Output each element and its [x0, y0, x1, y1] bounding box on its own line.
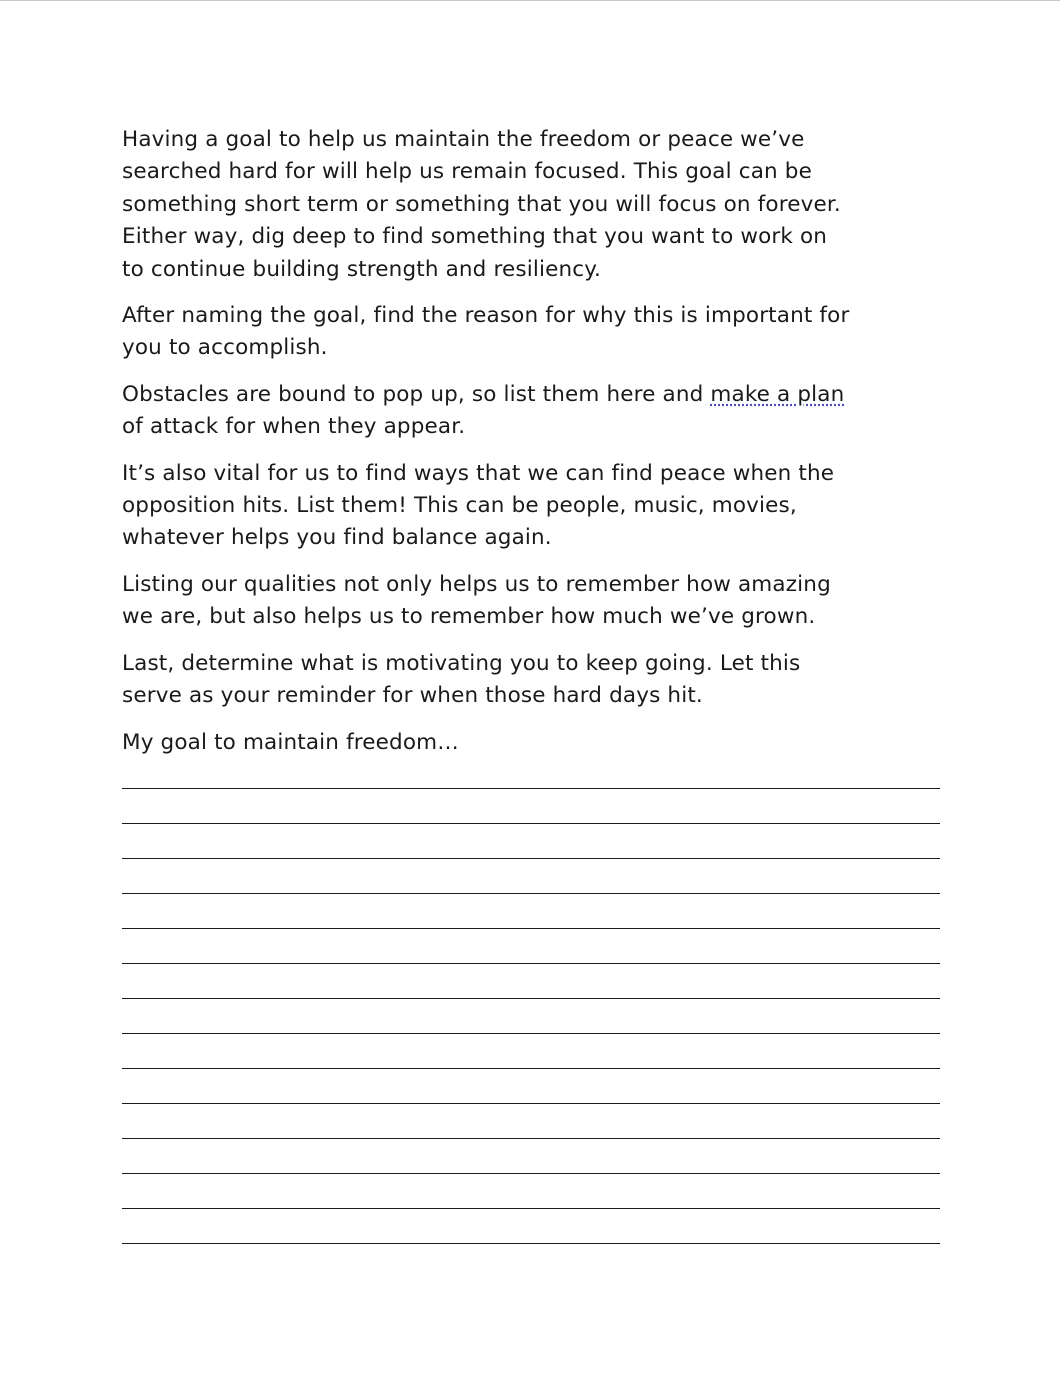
paragraph-motivation	[122, 648, 940, 713]
text-line: whatever helps you find balance again.	[122, 525, 552, 551]
text-line: searched hard for will help us remain focused. This goal can be	[122, 159, 812, 185]
blank-writing-line[interactable]	[122, 1243, 940, 1244]
page-top-border	[0, 0, 1060, 1]
blank-writing-line[interactable]	[122, 1208, 940, 1209]
text-line: something short term or something that you will focus on forever.	[122, 191, 841, 217]
text-line	[122, 379, 940, 411]
text-line: Having a goal to help us maintain the freedom or peace we’ve	[122, 127, 805, 152]
blank-writing-line[interactable]	[122, 858, 940, 859]
blank-writing-line[interactable]	[122, 963, 940, 964]
text-line: Listing our qualities not only helps us to remember how amazing	[122, 571, 831, 597]
paragraph-peace	[122, 458, 940, 555]
text-line: It’s also vital for us to find ways that we can find peace when the	[122, 460, 835, 486]
text-line: you to accomplish.	[122, 335, 328, 361]
text-line: Either way, dig deep to find something that you want to work on	[122, 224, 828, 250]
text-line: Last, determine what is motivating you to keep going. Let this	[122, 650, 801, 676]
grammar-suggestion-underline[interactable]: make a plan	[710, 381, 845, 407]
document-page	[122, 124, 940, 773]
paragraph-goal-reason	[122, 300, 940, 365]
paragraph-intro	[122, 124, 940, 286]
blank-writing-line[interactable]	[122, 1068, 940, 1069]
blank-writing-line[interactable]	[122, 788, 940, 789]
text-line: serve as your reminder for when those hard days hit.	[122, 683, 703, 709]
text-line: we are, but also helps us to remember how much we’ve grown.	[122, 604, 816, 630]
text-segment: Obstacles are bound to pop up, so list them here and	[122, 381, 711, 407]
text-line: of attack for when they appear.	[122, 414, 466, 440]
writing-lines	[122, 788, 940, 1278]
text-line: to continue building strength and resiliency.	[122, 256, 601, 282]
paragraph-obstacles	[122, 379, 940, 444]
blank-writing-line[interactable]	[122, 823, 940, 824]
blank-writing-line[interactable]	[122, 998, 940, 999]
blank-writing-line[interactable]	[122, 1033, 940, 1034]
goal-prompt-heading	[122, 727, 940, 759]
paragraph-qualities	[122, 569, 940, 634]
blank-writing-line[interactable]	[122, 893, 940, 894]
blank-writing-line[interactable]	[122, 1173, 940, 1174]
blank-writing-line[interactable]	[122, 1103, 940, 1104]
text-line: opposition hits. List them! This can be people, music, movies,	[122, 493, 797, 519]
text-line: After naming the goal, find the reason for why this is important for	[122, 303, 850, 329]
blank-writing-line[interactable]	[122, 928, 940, 929]
text-line: My goal to maintain freedom…	[122, 729, 459, 755]
blank-writing-line[interactable]	[122, 1138, 940, 1139]
